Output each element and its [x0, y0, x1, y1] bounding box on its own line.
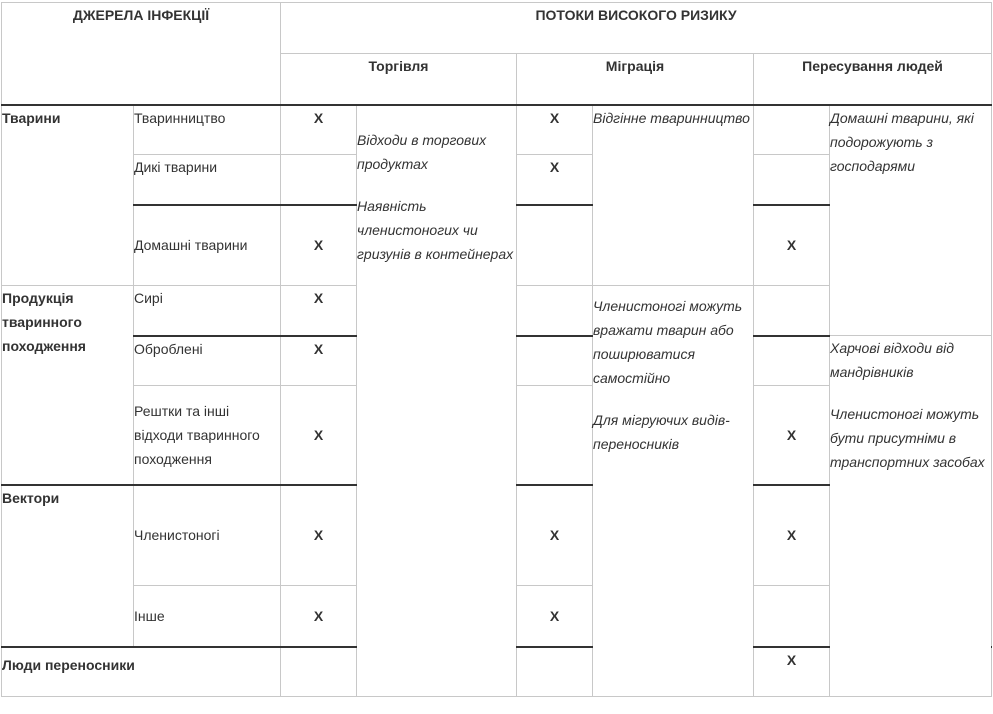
movement-desc-arthropods: Членистоногі можуть бути присутніми в транспортних засобах — [830, 406, 985, 470]
group-vectors: Вектори — [2, 485, 134, 647]
migration-desc-arthropods: Членистоногі можуть вражати тварин або поширюватися самостійно — [593, 298, 743, 386]
risk-flows-table — [1, 2, 992, 697]
header-infection-sources: ДЖЕРЕЛА ІНФЕКЦІЇ — [2, 3, 281, 105]
group-animal-products: Продукція тваринного походження — [2, 286, 134, 485]
item-domestic-animals: Домашні тварини — [134, 205, 281, 286]
trade-cell-wild — [281, 155, 357, 205]
migration-cell-processed — [517, 336, 593, 386]
migration-desc-vectors: Для мігруючих видів-переносників — [593, 412, 730, 452]
movement-mark-arthropods: X — [754, 485, 830, 586]
migration-description-bottom — [593, 286, 754, 697]
trade-mark-arthropods: X — [281, 485, 357, 586]
header-migration: Міграція — [517, 54, 754, 105]
movement-mark-residues: X — [754, 386, 830, 485]
movement-cell-wild — [754, 155, 830, 205]
migration-cell-domestic — [517, 205, 593, 286]
movement-desc-food-waste: Харчові відходи від мандрівників — [830, 340, 954, 380]
migration-cell-raw — [517, 286, 593, 336]
trade-mark-raw: X — [281, 286, 357, 336]
header-people-movement: Пересування людей — [754, 54, 992, 105]
movement-description-top: Домашні тварини, які подорожують з господарями — [830, 105, 992, 336]
group-animals: Тварини — [2, 105, 134, 286]
trade-desc-waste: Відходи в торгових продуктах — [357, 131, 487, 172]
movement-cell-livestock — [754, 105, 830, 155]
migration-description-top: Відгінне тваринництво — [593, 105, 754, 286]
item-livestock: Тваринництво — [134, 105, 281, 155]
movement-cell-other — [754, 586, 830, 647]
trade-cell-people — [281, 647, 357, 697]
trade-desc-containers: Наявність членистоногих чи гризунів в контейнерах — [357, 197, 514, 262]
header-high-risk-flows: ПОТОКИ ВИСОКОГО РИЗИКУ — [281, 3, 992, 54]
migration-mark-arthropods: X — [517, 485, 593, 586]
item-wild-animals: Дикі тварини — [134, 155, 281, 205]
item-other: Інше — [134, 586, 281, 647]
item-raw: Сирі — [134, 286, 281, 336]
movement-cell-processed — [754, 336, 830, 386]
migration-mark-wild: X — [517, 155, 593, 205]
trade-mark-livestock: X — [281, 105, 357, 155]
item-residues: Рештки та інші відходи тваринного походження — [134, 386, 281, 485]
trade-description — [357, 105, 517, 697]
migration-mark-other: X — [517, 586, 593, 647]
movement-mark-domestic: X — [754, 205, 830, 286]
trade-mark-processed: X — [281, 336, 357, 386]
trade-mark-residues: X — [281, 386, 357, 485]
item-arthropods: Членистоногі — [134, 485, 281, 586]
migration-cell-people — [517, 647, 593, 697]
item-processed: Оброблені — [134, 336, 281, 386]
trade-mark-domestic: X — [281, 205, 357, 286]
movement-description-bottom — [830, 336, 992, 697]
migration-cell-residues — [517, 386, 593, 485]
movement-cell-raw — [754, 286, 830, 336]
trade-mark-other: X — [281, 586, 357, 647]
migration-mark-livestock: X — [517, 105, 593, 155]
group-human-carriers: Люди переносники — [2, 647, 281, 697]
movement-mark-people: X — [754, 647, 830, 697]
header-trade: Торгівля — [281, 54, 517, 105]
